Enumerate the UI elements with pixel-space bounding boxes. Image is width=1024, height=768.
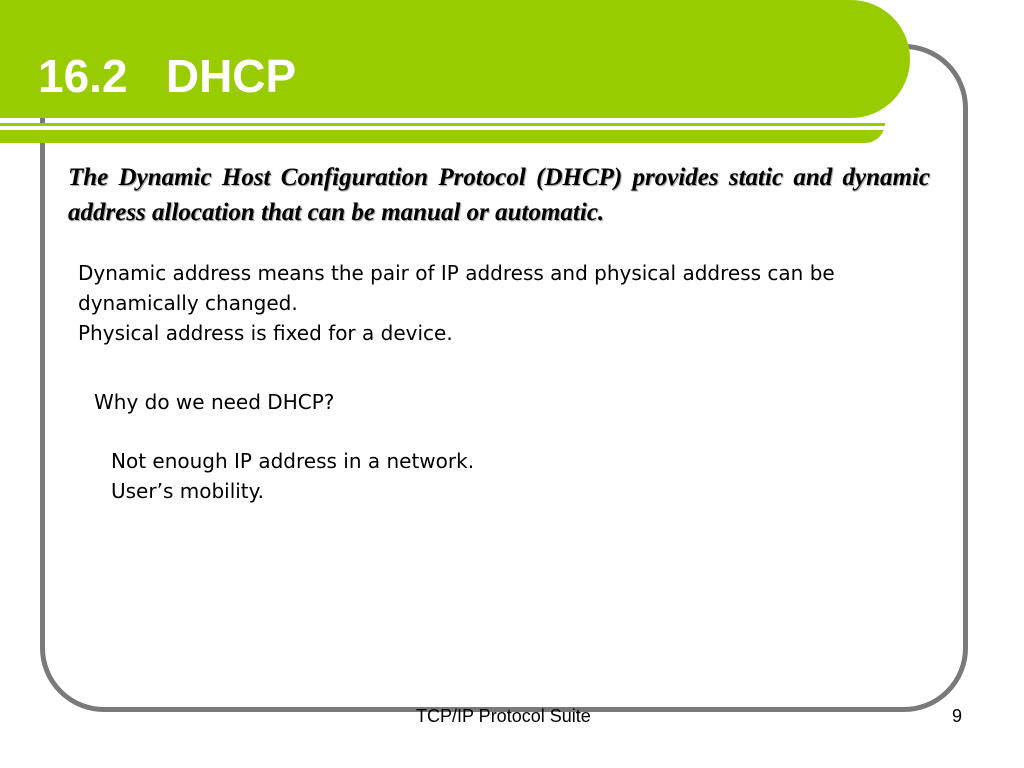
slide-title: 16.2 DHCP (38, 50, 297, 102)
question-text: Why do we need DHCP? (94, 390, 335, 414)
dhcp-question (94, 387, 694, 417)
footer-text: TCP/IP Protocol Suite (416, 706, 591, 726)
slide-frame (40, 44, 968, 712)
page-number: 9 (952, 706, 963, 726)
definition-block (78, 258, 948, 348)
title-underline-gap (0, 126, 900, 130)
lead-paragraph: The Dynamic Host Configuration Protocol (DHCP) provides static and dynamic address allocation that can be manual or automatic. (68, 164, 930, 226)
physical-address-definition: Physical address is fixed for a device. (78, 321, 453, 345)
dynamic-address-definition: Dynamic address means the pair of IP address and physical address can be dynamically changed. (78, 261, 835, 315)
reason-item: Not enough IP address in a network. (111, 449, 475, 473)
reason-item: User’s mobility. (111, 479, 264, 503)
reasons-list (111, 446, 711, 506)
